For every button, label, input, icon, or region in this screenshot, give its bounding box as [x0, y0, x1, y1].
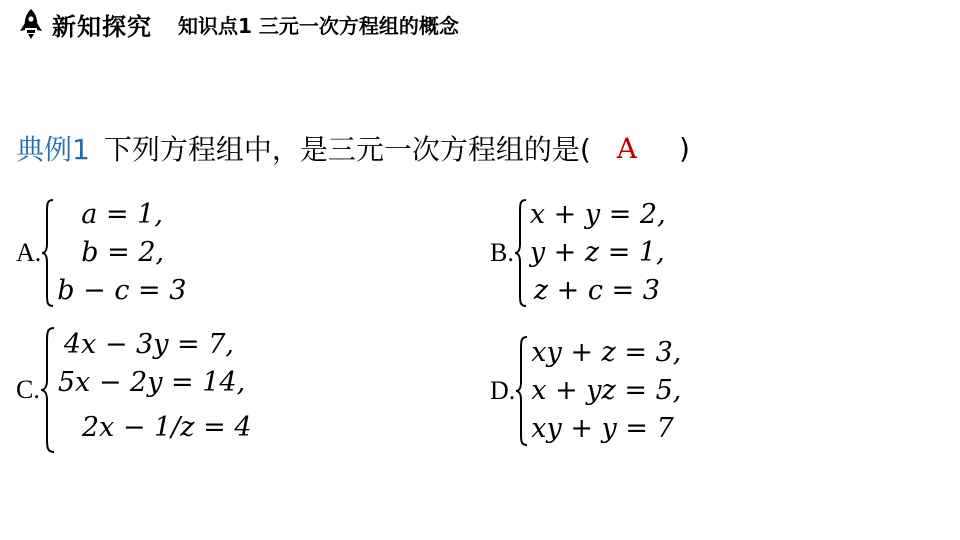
equation-system: [57, 196, 186, 310]
option-letter: B.: [490, 238, 514, 267]
equation: x + y = 2,: [529, 199, 666, 230]
option-d: [490, 334, 681, 448]
left-brace-icon: [41, 198, 55, 308]
left-brace-icon: [514, 198, 528, 308]
equation: a = 1,: [81, 199, 163, 230]
equation: b − c = 3: [57, 275, 187, 306]
option-c: [16, 326, 252, 454]
equation-system: [530, 196, 666, 310]
section-subtitle: 知识点1 三元一次方程组的概念: [178, 13, 459, 38]
equation: xy + y = 7: [531, 413, 674, 444]
option-letter: D.: [490, 376, 516, 405]
equation: 2x − 1/z = 4: [81, 412, 252, 443]
equation: 5x − 2y = 14,: [57, 367, 246, 398]
left-brace-icon: [40, 326, 56, 454]
example-label: 典例1: [16, 133, 90, 166]
equation-system: [58, 326, 252, 454]
equation: b = 2,: [81, 237, 165, 268]
option-b: [490, 196, 666, 310]
option-letter: A.: [16, 238, 42, 267]
section-title: 新知探究: [52, 12, 152, 41]
question-line: [16, 128, 690, 168]
left-brace-icon: [515, 335, 529, 447]
option-letter: C.: [16, 375, 40, 404]
answer-text: A: [616, 131, 637, 165]
equation: z + c = 3: [533, 275, 660, 306]
equation: xy + z = 3,: [531, 337, 682, 368]
equation: 4x − 3y = 7,: [63, 329, 235, 360]
equation: y + z = 1,: [529, 237, 665, 268]
question-close-paren: ): [679, 131, 690, 165]
equation: x + yz = 5,: [531, 375, 682, 406]
equation-system: [531, 334, 681, 448]
header: [18, 6, 459, 42]
rocket-icon: [18, 8, 44, 40]
option-a: [16, 196, 186, 310]
question-text: 下列方程组中，是三元一次方程组的是(: [103, 133, 591, 166]
